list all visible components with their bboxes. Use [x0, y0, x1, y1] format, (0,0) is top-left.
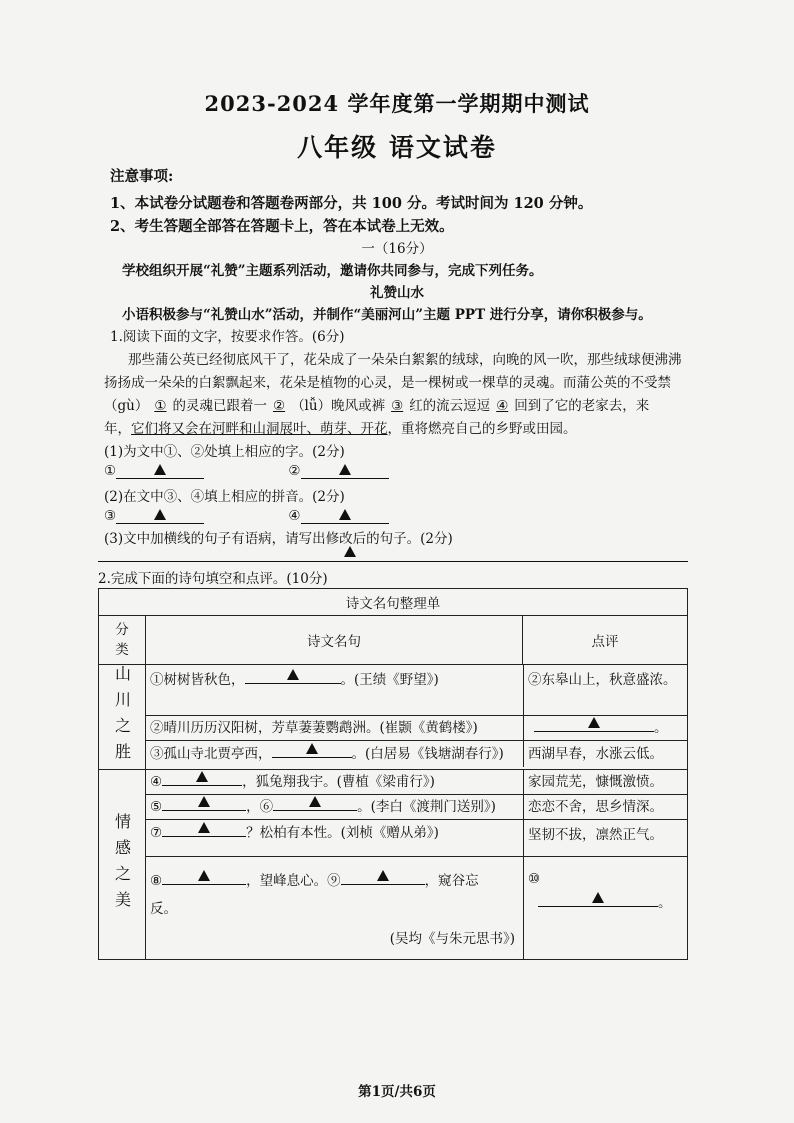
triangle-marker-icon	[339, 464, 351, 475]
note-item-2: 2、考生答题全部答在答题卡上，答在本试卷上无效。	[110, 218, 454, 235]
answer-blank-2[interactable]	[301, 462, 389, 479]
poem-row-1: ①树树皆秋色， 。(王绩《野望》)	[146, 665, 523, 716]
triangle-marker-icon	[196, 771, 208, 782]
answer-blank-3[interactable]	[116, 507, 204, 524]
triangle-marker-icon	[287, 669, 299, 680]
answer-blank-r3[interactable]	[272, 743, 352, 758]
triangle-marker-icon	[377, 870, 389, 881]
q1-prompt: 1.阅读下面的文字，按要求作答。(6分)	[110, 329, 345, 345]
comment-row-4: 家园荒芜，慷慨激愤。	[524, 770, 687, 795]
page-number: 第1页/共6页	[358, 1084, 436, 1100]
passage-line-3: （gù） ① 的灵魂已跟着一 ② （lǚ）晚风或裤 ③ 红的流云逗逗 ④ 回到了它的老家去，来	[104, 398, 650, 414]
comment-row-5: 恋恋不舍，思乡情深。	[524, 795, 687, 820]
poem-row-4: ④ ，狐兔翔我宇。(曹植《梁甫行》)	[146, 770, 523, 795]
comment-column-mountains	[524, 665, 687, 767]
section-label: 一（16分）	[361, 241, 433, 257]
q1-sub1: (1)为文中①、②处填上相应的字。(2分)	[104, 444, 345, 460]
triangle-marker-icon	[198, 870, 210, 881]
triangle-marker-icon	[306, 743, 318, 754]
category-emotion: 情感之美	[99, 770, 146, 960]
section-task: 小语积极参与“礼赞山水”活动，并制作“美丽河山”主题 PPT 进行分享，请你积极参与。	[122, 307, 652, 323]
section-mountains	[146, 665, 688, 770]
answer-blank-r8[interactable]	[162, 870, 246, 885]
exam-subtitle: 八年级 语文试卷	[297, 133, 497, 162]
section-emotion	[146, 770, 688, 960]
triangle-marker-icon	[339, 509, 351, 520]
q2-prompt: 2.完成下面的诗句填空和点评。(10分)	[98, 571, 328, 587]
poem-table	[98, 588, 688, 960]
triangle-marker-icon	[592, 892, 604, 903]
q1-sub2-answers: ③ ④	[104, 507, 389, 524]
triangle-marker-icon	[344, 546, 356, 557]
poem-row-2: ②晴川历历汉阳树，芳草萋萋鹦鹉洲。(崔颢《黄鹤楼》)	[146, 716, 523, 741]
triangle-marker-icon	[198, 796, 210, 807]
triangle-marker-icon	[588, 717, 600, 728]
poem-column-mountains	[146, 665, 524, 767]
comment-row-6: 坚韧不拔，凛然正气。	[524, 820, 687, 857]
comment-row-1: ②东皋山上，秋意盛浓。	[524, 665, 687, 716]
category-mountains: 山川之胜	[99, 665, 146, 770]
comment-row-2: 。	[524, 716, 687, 741]
answer-blank-comment-2[interactable]	[534, 717, 654, 732]
exam-title: 2023-2024 学年度第一学期期中测试	[204, 91, 590, 116]
answer-blank-comment-10[interactable]	[538, 892, 658, 907]
answer-blank-1[interactable]	[116, 462, 204, 479]
poem-row-7: ⑧ ，望峰息心。⑨ ，窥谷忘 反。 (吴均《与朱元思书》)	[146, 857, 523, 959]
source-citation: (吴均《与朱元思书》)	[389, 931, 515, 947]
answer-blank-r4[interactable]	[162, 771, 242, 786]
poem-column-emotion	[146, 770, 524, 959]
answer-blank-4[interactable]	[301, 507, 389, 524]
triangle-marker-icon	[309, 796, 321, 807]
poem-row-5: ⑤ ，⑥ 。(李白《渡荆门送别》)	[146, 795, 523, 820]
triangle-marker-icon	[154, 509, 166, 520]
col-header-poem: 诗文名句	[146, 616, 523, 665]
comment-column-emotion	[524, 770, 687, 959]
answer-line-sentence[interactable]	[98, 545, 688, 562]
table-title: 诗文名句整理单	[99, 589, 688, 616]
passage-line-2: 扬扬成一朵朵的白絮飘起来，花朵是植物的心灵，是一棵树或一棵草的灵魂。而蒲公英的不受禁	[104, 375, 671, 391]
answer-blank-r9[interactable]	[341, 870, 425, 885]
triangle-marker-icon	[154, 464, 166, 475]
q1-sub3: (3)文中加横线的句子有语病，请写出修改后的句子。(2分)	[104, 531, 453, 547]
triangle-marker-icon	[198, 822, 210, 833]
answer-blank-r5[interactable]	[162, 796, 246, 811]
section-subtitle: 礼赞山水	[370, 285, 424, 301]
answer-blank-r1[interactable]	[245, 669, 341, 684]
notes-heading: 注意事项:	[110, 168, 174, 185]
passage-line-4: 年，它们将又会在河畔和山洞展叶、萌芽、开花，重将燃亮自己的乡野或田园。	[104, 421, 577, 437]
poem-row-6: ⑦ ？松柏有本性。(刘桢《赠从弟》)	[146, 820, 523, 857]
poem-row-3: ③孤山寺北贾亭西， 。(白居易《钱塘湖春行》)	[146, 741, 523, 767]
faulty-sentence: 它们将又会在河畔和山洞展叶、萌芽、开花	[131, 421, 388, 437]
q1-sub2: (2)在文中③、④填上相应的拼音。(2分)	[104, 489, 345, 505]
col-header-category: 分类	[99, 616, 146, 665]
answer-blank-r6[interactable]	[273, 796, 357, 811]
comment-row-7: ⑩ 。	[528, 871, 672, 911]
section-intro: 学校组织开展“礼赞”主题系列活动，邀请你共同参与，完成下列任务。	[122, 263, 543, 279]
q1-sub1-answers: ① ②	[104, 462, 389, 479]
note-item-1: 1、本试卷分试题卷和答题卷两部分，共 100 分。考试时间为 120 分钟。	[110, 195, 593, 212]
comment-row-3: 西湖早春，水涨云低。	[528, 746, 663, 762]
passage-line-1: 那些蒲公英已经彻底风干了，花朵成了一朵朵白絮絮的绒球，向晚的风一吹，那些绒球便沸沸	[128, 352, 682, 368]
answer-blank-r7[interactable]	[162, 822, 246, 837]
col-header-comment: 点评	[523, 616, 688, 665]
